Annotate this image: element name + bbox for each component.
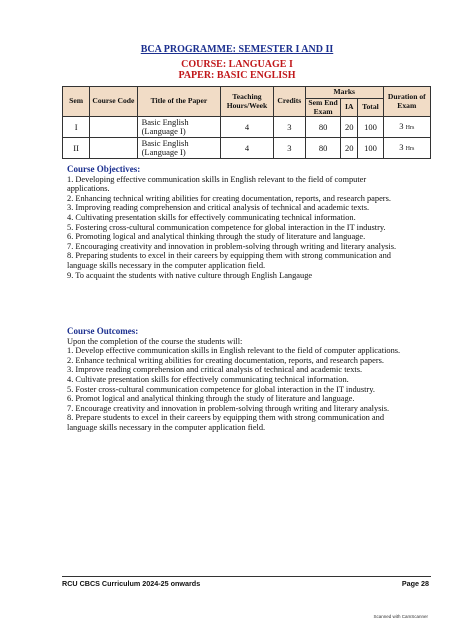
cell-duration — [383, 117, 430, 138]
cell-title — [137, 117, 221, 138]
outcome-item: 4. Cultivate presentation skills for effectively communicating technical information. — [67, 374, 349, 384]
header-course-code: Course Code — [90, 87, 137, 117]
cell-credits: 3 — [273, 117, 305, 138]
objective-item: 8. Preparing students to excel in their careers by equipping them with strong communication and language skills necessary in the computer application field. — [67, 251, 391, 270]
header-title: Title of the Paper — [137, 87, 221, 117]
cell-title-line1: Basic English — [141, 138, 189, 148]
cell-title-line1: Basic English — [141, 117, 189, 127]
outcome-item: 6. Promot logical and analytical thinking through the study of literature and language. — [67, 394, 355, 404]
outcomes-intro: Upon the completion of the course the students will: — [67, 336, 243, 346]
cell-course-code — [90, 138, 137, 159]
header-teaching-hours: Teaching Hours/Week — [221, 87, 273, 117]
outcome-item: 8. Prepare students to excel in their careers by equipping them with strong communication and language skills necessary in the computer application field. — [67, 413, 385, 432]
course-heading — [0, 59, 474, 81]
programme-heading: BCA PROGRAMME: SEMESTER I AND II — [140, 44, 334, 55]
cell-sem-end: 80 — [305, 138, 340, 159]
table-row — [63, 138, 431, 159]
cell-duration-unit: Hrs — [405, 145, 415, 152]
cell-sem: I — [63, 117, 90, 138]
objective-item: 1. Developing effective communication skills in English relevant to the field of computer applications. — [67, 174, 367, 194]
course-title: COURSE: LANGUAGE I — [181, 59, 293, 70]
cell-duration-value: 3 — [399, 141, 404, 152]
outcomes-heading: Course Outcomes: — [67, 326, 139, 336]
footer-curriculum: RCU CBCS Curriculum 2024-25 onwards — [62, 579, 201, 588]
footer-page-number: Page 28 — [401, 579, 429, 588]
cell-ia: 20 — [341, 117, 358, 138]
objective-item: 5. Fostering cross-cultural communication competence for global interaction in the IT industry. — [67, 222, 386, 232]
objective-item: 4. Cultivating presentation skills for effectively communicating technical information. — [67, 212, 356, 222]
header-credits: Credits — [273, 87, 305, 117]
cell-sem-end: 80 — [305, 117, 340, 138]
outcome-item: 7. Encourage creativity and innovation in problem-solving through writing and literary analysis. — [67, 403, 390, 413]
cell-title — [137, 138, 221, 159]
cell-title-line2: (Language I) — [141, 126, 186, 136]
course-outcomes-section — [67, 327, 410, 433]
cell-title-line2: (Language I) — [141, 147, 186, 157]
cell-course-code — [90, 117, 137, 138]
header-sem: Sem — [63, 87, 90, 117]
objective-item: 2. Enhancing technical writing abilities for creating documentation, reports, and research papers. — [67, 193, 391, 203]
cell-total: 100 — [358, 138, 383, 159]
outcome-item: 1. Develop effective communication skills in English relevant to the field of computer applications. — [67, 346, 401, 356]
cell-ia: 20 — [341, 138, 358, 159]
header-duration: Duration of Exam — [383, 87, 430, 117]
cell-teaching: 4 — [221, 138, 273, 159]
cell-total: 100 — [358, 117, 383, 138]
header-marks: Marks — [305, 87, 383, 99]
scanner-watermark: Scanned with CamScanner — [373, 614, 428, 619]
objective-item: 6. Promoting logical and analytical thinking through the study of literature and language. — [67, 232, 366, 242]
cell-duration-unit: Hrs — [405, 124, 415, 131]
header-sem-end-exam: Sem End Exam — [305, 99, 340, 117]
cell-sem: II — [63, 138, 90, 159]
outcome-item: 2. Enhance technical writing abilities for creating documentation, reports, and research papers. — [67, 355, 384, 365]
cell-duration-value: 3 — [399, 120, 404, 131]
cell-credits: 3 — [273, 138, 305, 159]
objective-item: 9. To acquaint the students with native culture through English Langauge — [67, 270, 313, 280]
objectives-heading: Course Objectives: — [67, 164, 141, 174]
table-row — [63, 117, 431, 138]
header-total: Total — [358, 99, 383, 117]
cell-duration — [383, 138, 430, 159]
course-schedule-table — [62, 86, 431, 159]
footer-divider — [62, 576, 431, 577]
outcome-item: 3. Improve reading comprehension and critical analysis of technical and academic texts. — [67, 365, 363, 375]
header-ia: IA — [341, 99, 358, 117]
outcome-item: 5. Foster cross-cultural communication competence for global interaction in the IT industry. — [67, 384, 375, 394]
course-objectives-section — [67, 165, 410, 280]
objective-item: 3. Improving reading comprehension and critical analysis of technical and academic texts. — [67, 203, 370, 213]
cell-teaching: 4 — [221, 117, 273, 138]
paper-title: PAPER: BASIC ENGLISH — [178, 70, 296, 81]
objective-item: 7. Encouraging creativity and innovation in problem-solving through writing and literary analysis. — [67, 241, 397, 251]
